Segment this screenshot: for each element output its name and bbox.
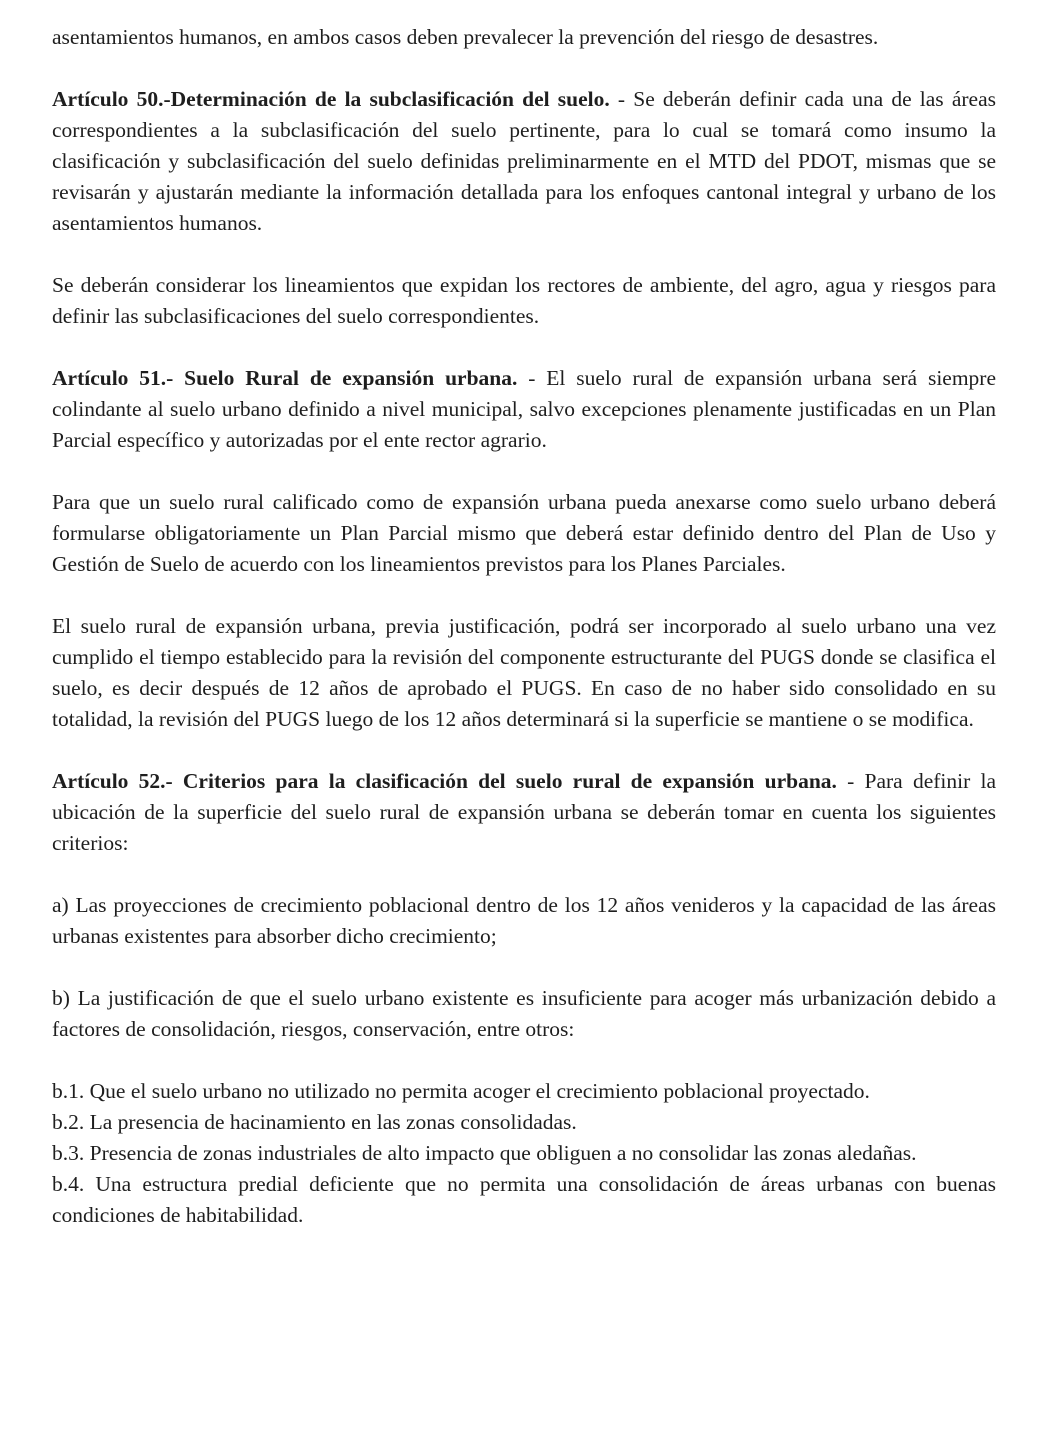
criterion-a: a) Las proyecciones de crecimiento poblacional dentro de los 12 años venideros y la capacidad de las áreas urbanas existentes para absorber dicho crecimiento; [52,893,996,948]
article-51-heading: Artículo 51.- Suelo Rural de expansión urbana. [52,366,518,390]
article-51-body: - El suelo rural de expansión urbana será siempre colindante al suelo urbano definido a nivel municipal, salvo excepciones plenamente justificadas en un Plan Parcial específico y autorizadas por el ente rector agrario. [52,366,997,452]
criterion-b: b) La justificación de que el suelo urbano existente es insuficiente para acoger más urbanización debido a factores de consolidación, riesgos, conservación, entre otros: [52,986,996,1041]
article-52-body: - Para definir la ubicación de la superficie del suelo rural de expansión urbana se deberán tomar en cuenta los siguientes criterios: [52,769,996,855]
article-51-paragraph-2: Para que un suelo rural calificado como de expansión urbana pueda anexarse como suelo urbano deberá formularse obligatoriamente un Plan Parcial mismo que deberá estar definido dentro del Plan de Uso y Gestión de Suelo de acuerdo con los lineamientos previstos para los Planes Parciales. [52,490,996,576]
article-52-heading: Artículo 52.- Criterios para la clasificación del suelo rural de expansión urbana. [52,769,837,793]
criterion-b4: b.4. Una estructura predial deficiente que no permita una consolidación de áreas urbanas con buenas condiciones de habitabilidad. [52,1172,996,1227]
article-51-paragraph [52,363,996,456]
article-51-paragraph-3: El suelo rural de expansión urbana, previa justificación, podrá ser incorporado al suelo urbano una vez cumplido el tiempo establecido para la revisión del componente estructurante del PUGS donde se clasifica el suelo, es decir después de 12 años de aprobado el PUGS. En caso de no haber sido consolidado en su totalidad, la revisión del PUGS luego de los 12 años determinará si la superficie se mantiene o se modifica. [52,614,996,731]
intro-paragraph: asentamientos humanos, en ambos casos deben prevalecer la prevención del riesgo de desastres. [52,25,879,49]
criterion-b1: b.1. Que el suelo urbano no utilizado no permita acoger el crecimiento poblacional proyectado. [52,1079,870,1103]
article-52-paragraph [52,766,996,859]
document-page [52,22,996,1231]
article-50-paragraph-2: Se deberán considerar los lineamientos que expidan los rectores de ambiente, del agro, agua y riesgos para definir las subclasificaciones del suelo correspondientes. [52,273,996,328]
criterion-b3: b.3. Presencia de zonas industriales de alto impacto que obliguen a no consolidar las zonas aledañas. [52,1141,917,1165]
article-50-heading: Artículo 50.-Determinación de la subclasificación del suelo. [52,87,610,111]
article-50-paragraph [52,84,996,239]
criterion-b2: b.2. La presencia de hacinamiento en las zonas consolidadas. [52,1110,577,1134]
article-50-body: - Se deberán definir cada una de las áreas correspondientes a la subclasificación del suelo pertinente, para lo cual se tomará como insumo la clasificación y subclasificación del suelo definidas preliminarmente en el MTD del PDOT, mismas que se revisarán y ajustarán mediante la información detallada para los enfoques cantonal integral y urbano de los asentamientos humanos. [52,87,996,235]
